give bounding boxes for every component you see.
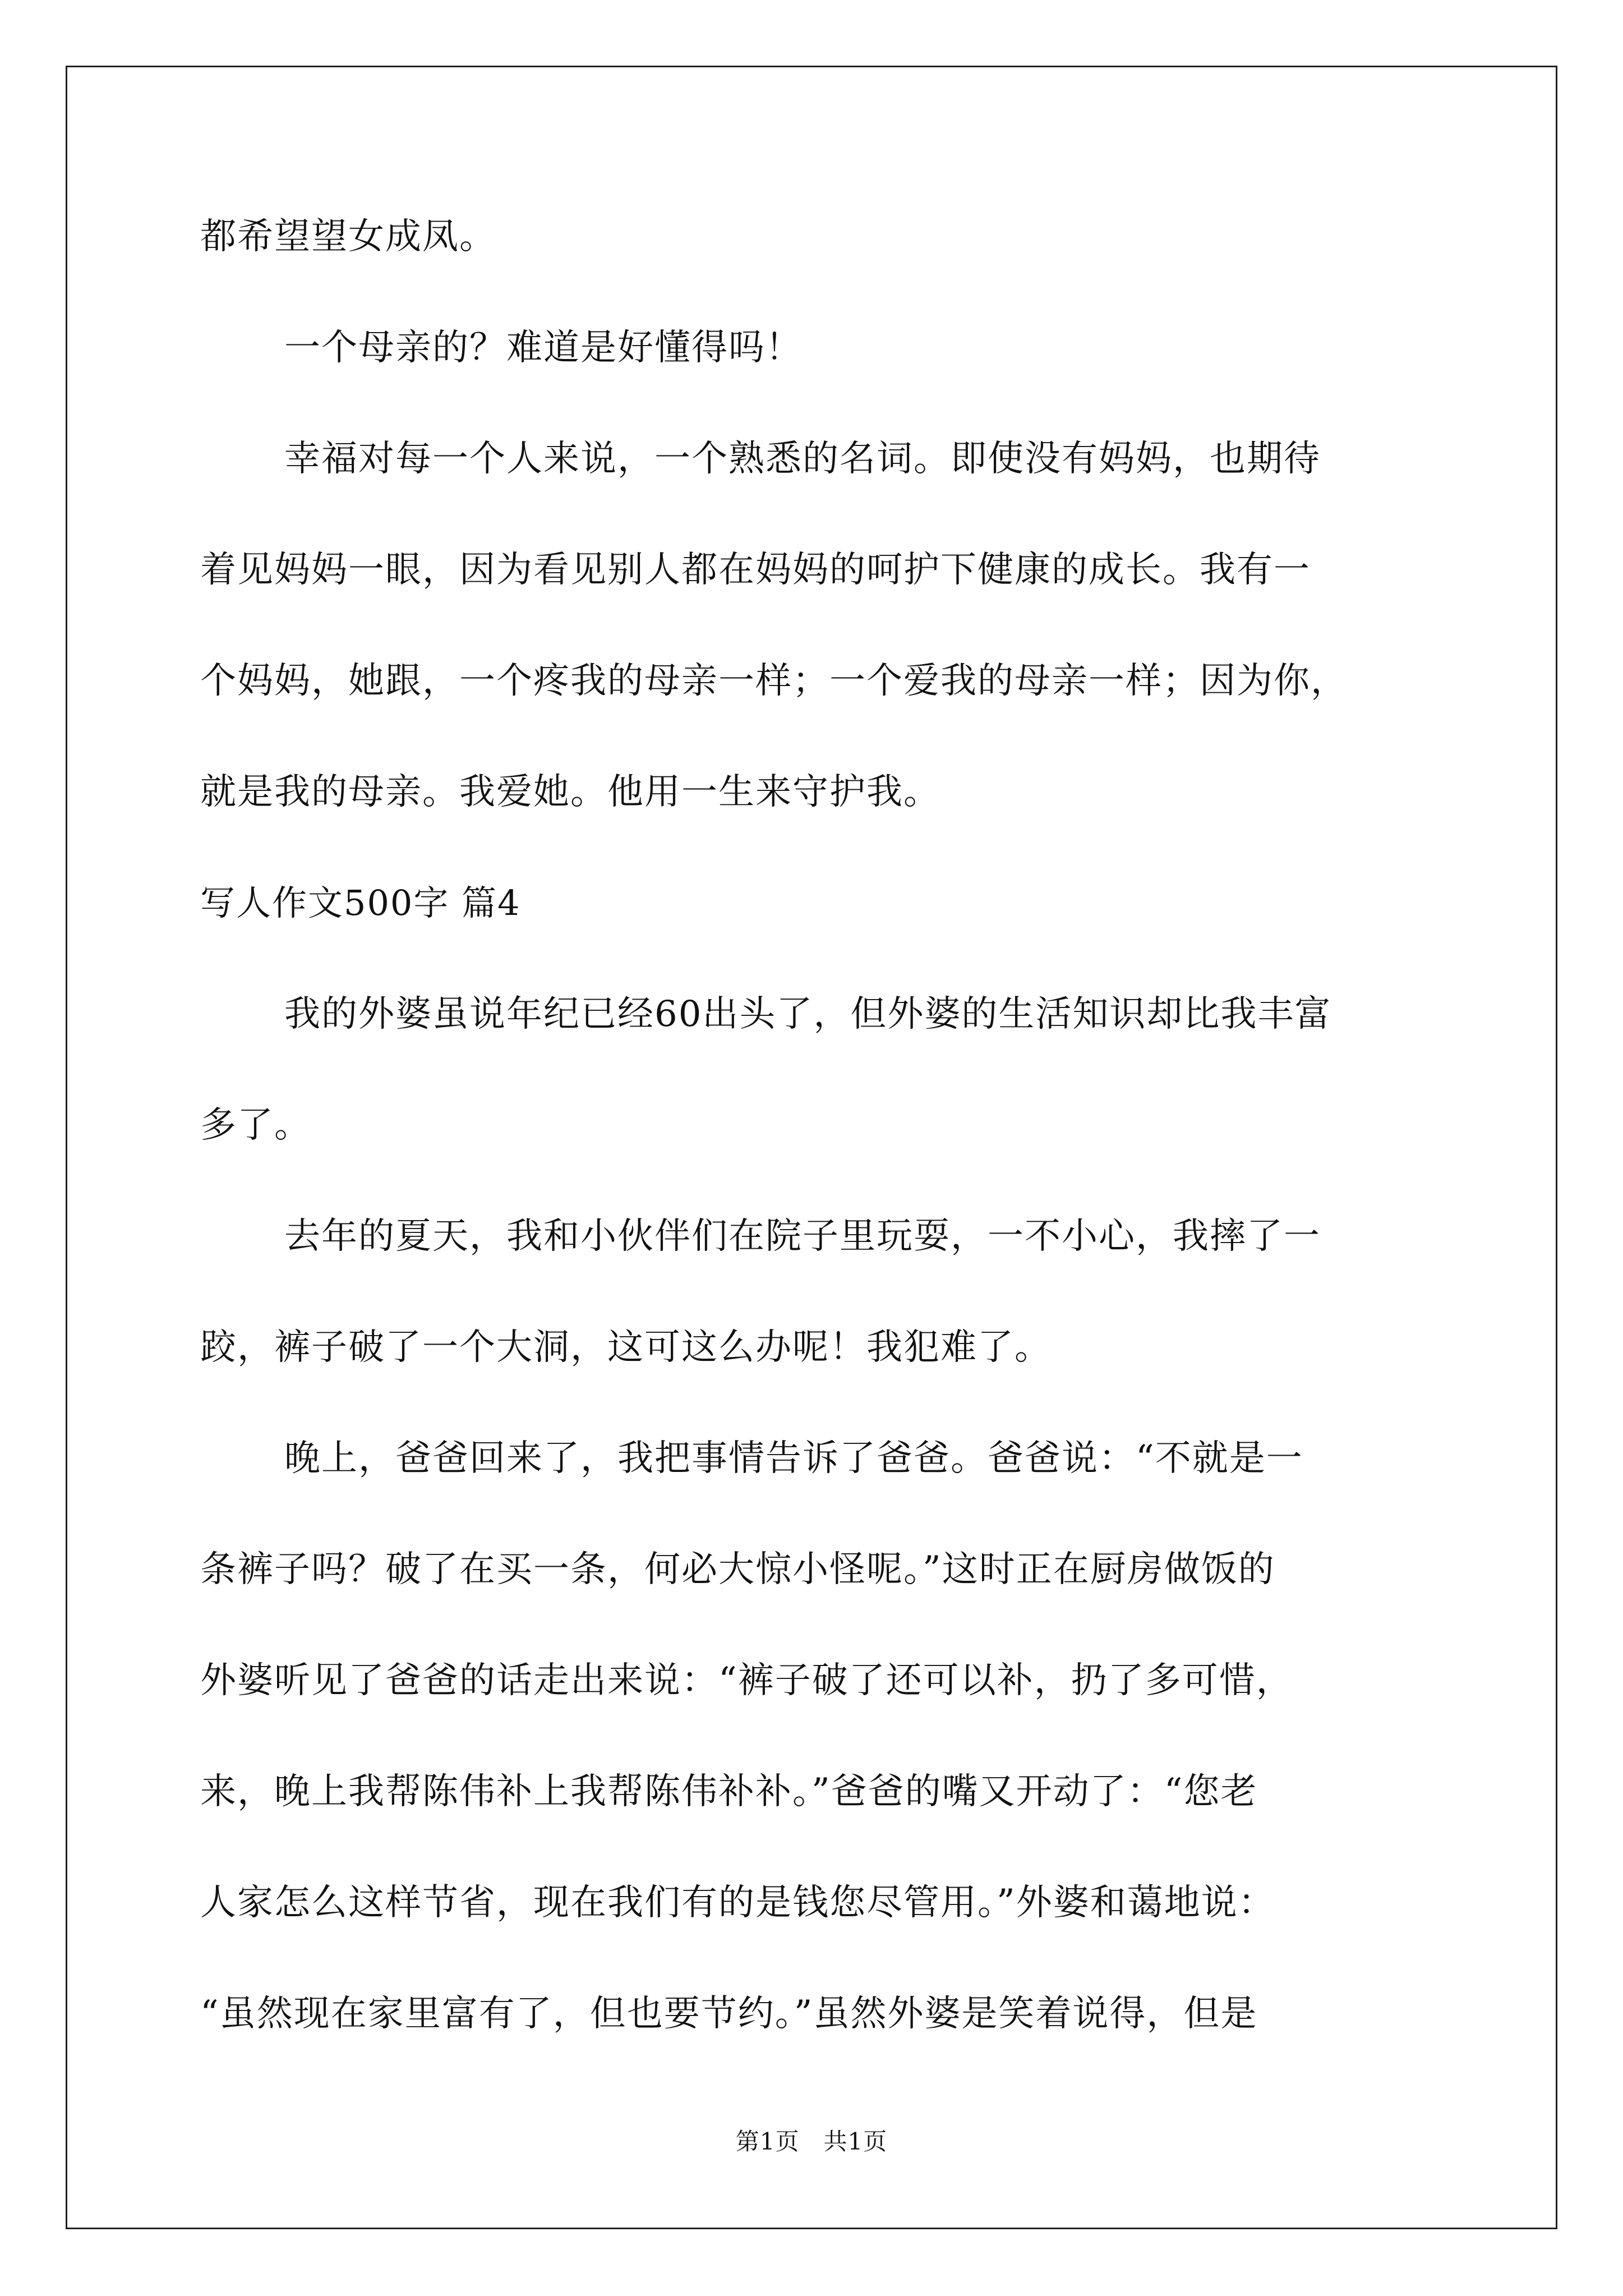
paragraph-line: 着见妈妈一眼，因为看见别人都在妈妈的呵护下健康的成长。我有一 [200,549,1311,591]
paragraph-line: 晚上，爸爸回来了，我把事情告诉了爸爸。爸爸说：“不就是一 [284,1438,1303,1479]
paragraph-line: “虽然现在家里富有了，但也要节约。”虽然外婆是笑着说得，但是 [200,1993,1258,2035]
section-heading: 写人作文500字 篇4 [200,882,521,923]
paragraph-line: 外婆听见了爸爸的话走出来说：“裤子破了还可以补，扔了多可惜， [200,1660,1293,1701]
paragraph-line: 跤，裤子破了一个大洞，这可这么办呢！我犯难了。 [200,1327,1052,1368]
paragraph-line: 来，晚上我帮陈伟补上我帮陈伟补补。”爸爸的嘴又开动了：“您老 [200,1771,1258,1812]
page-footer: 第1页 共1页 [735,2128,888,2155]
paragraph-line: 个妈妈，她跟，一个疼我的母亲一样；一个爱我的母亲一样；因为你， [200,660,1348,702]
paragraph-line: 多了。 [200,1105,311,1146]
paragraph-line: 我的外婆虽说年纪已经60出头了，但外婆的生活知识却比我丰富 [284,993,1332,1035]
paragraph-line: 一个母亲的？难道是好懂得吗！ [284,327,803,369]
paragraph-line: 去年的夏天，我和小伙伴们在院子里玩耍，一不小心，我摔了一 [284,1216,1321,1257]
paragraph-line: 幸福对每一个人来说，一个熟悉的名词。即使没有妈妈，也期待 [284,438,1321,480]
paragraph-line: 都希望望女成凤。 [200,216,496,257]
paragraph-line: 条裤子吗？破了在买一条，何必大惊小怪呢。”这时正在厨房做饭的 [200,1549,1275,1590]
paragraph-line: 人家怎么这样节省，现在我们有的是钱您尽管用。”外婆和蔼地说： [200,1882,1275,1924]
paragraph-line: 就是我的母亲。我爱她。他用一生来守护我。 [200,771,940,813]
